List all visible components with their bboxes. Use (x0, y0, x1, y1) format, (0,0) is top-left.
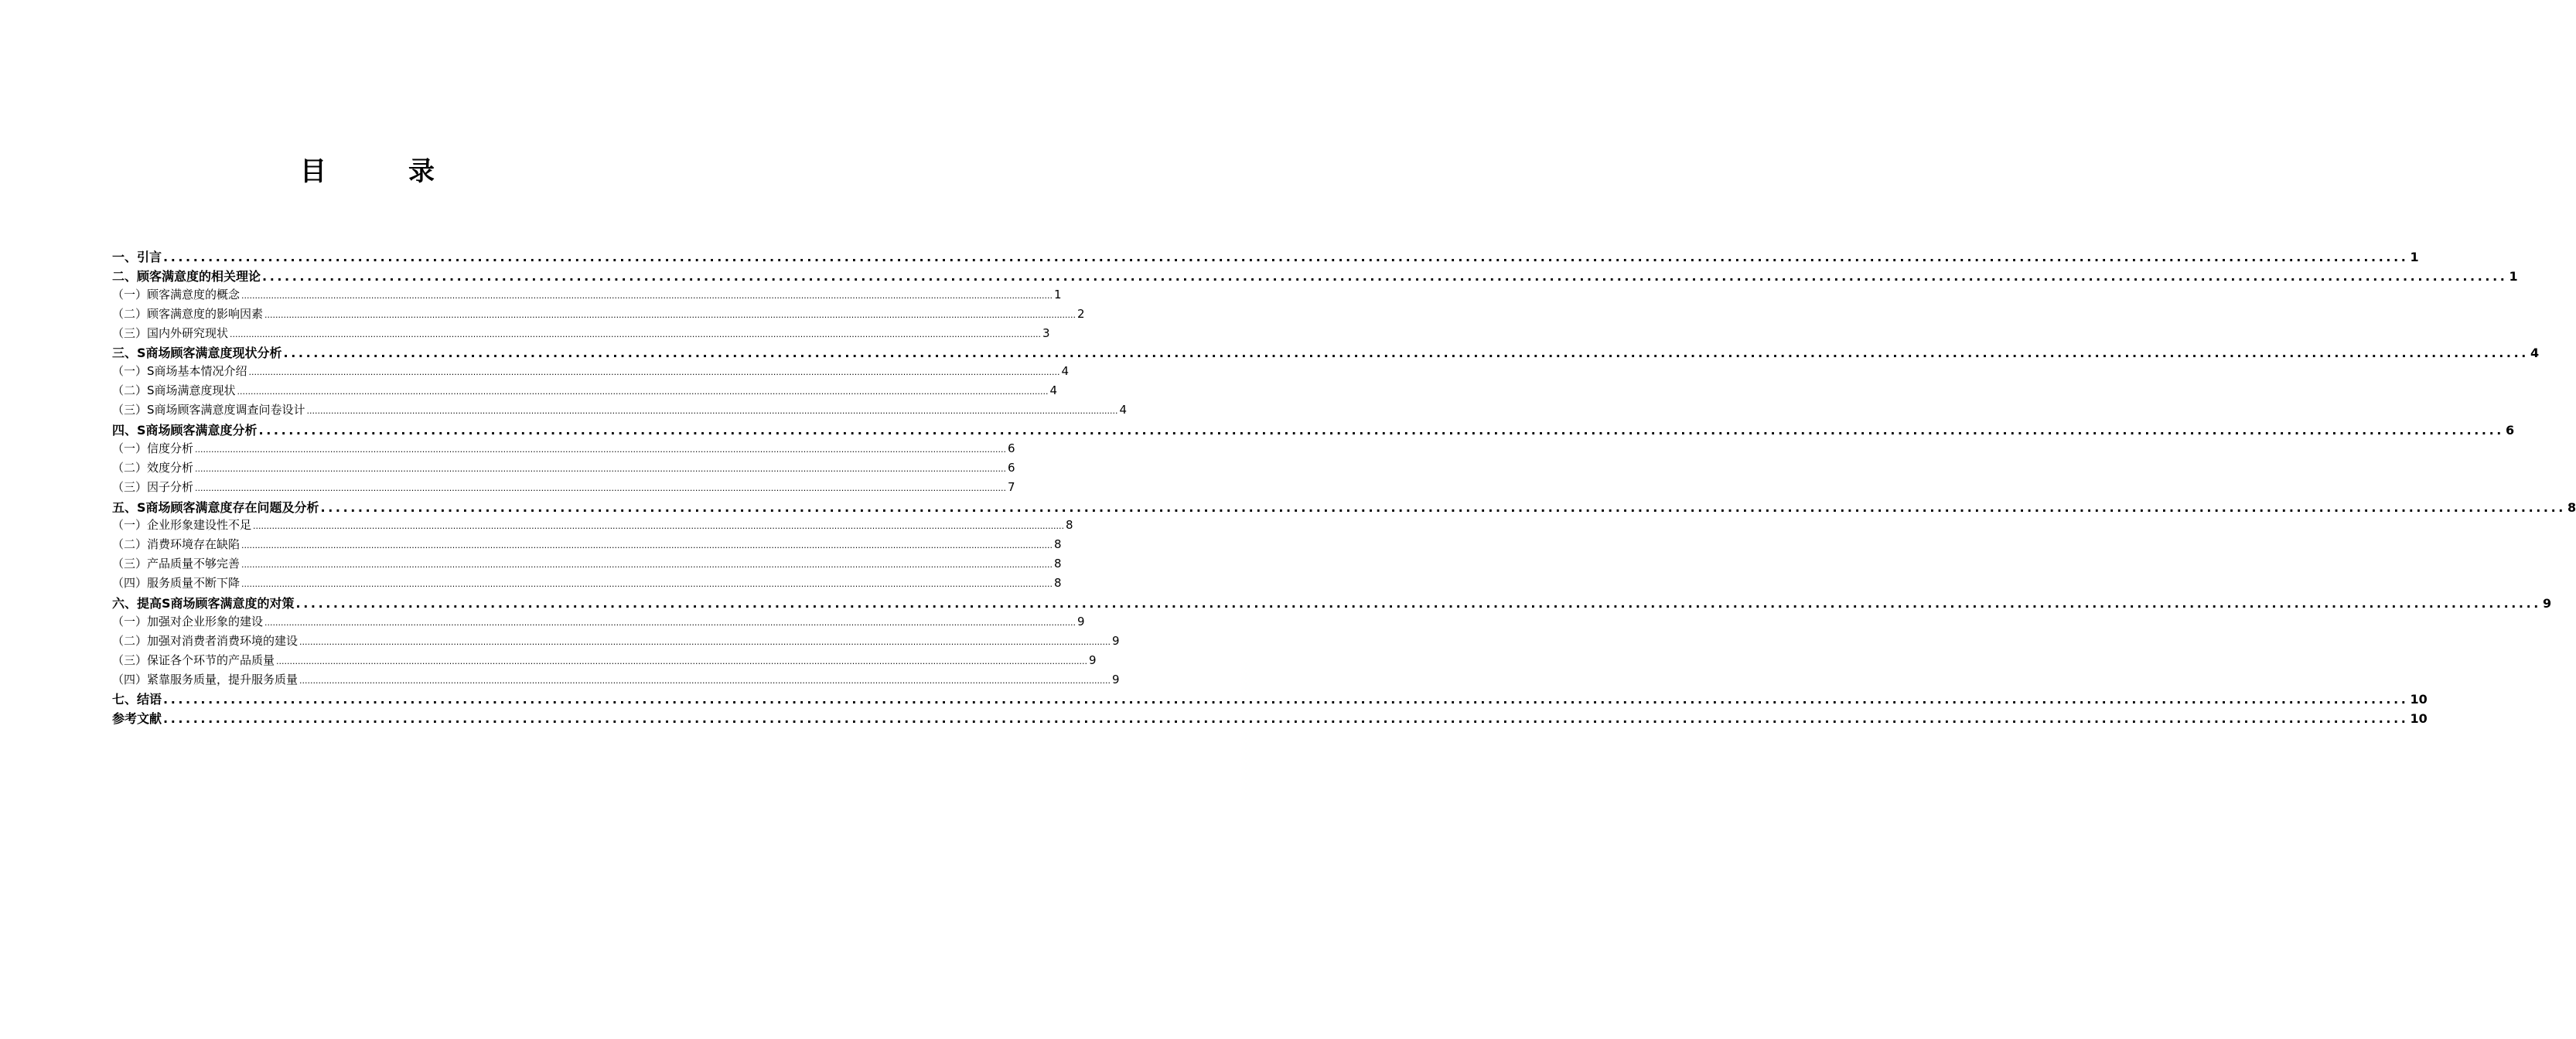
toc-section-entry[interactable] (112, 613, 1085, 632)
toc-chapter-entry[interactable] (112, 421, 2515, 440)
toc-dot-leader: ............................................................................................................................................................................................................................................................................................................ (195, 444, 1006, 455)
toc-dot-leader: ............................................................................................................................................................................................................................................................................................................ (248, 367, 1060, 378)
toc-dot-leader: ............................................................................................................................................................................................................................................................................................................ (241, 560, 1053, 571)
toc-dot-leader: ............................................................................................................................................................................................................................................................................................................ (299, 636, 1111, 647)
toc-entry-label: 二、顾客满意度的相关理论 (112, 268, 261, 284)
toc-dot-leader: ............................................................................................................................................................................................................................................................................................................ (163, 711, 2409, 727)
toc-entry-label: （三）因子分析 (112, 479, 194, 494)
toc-entry-label: （四）紧靠服务质量，提升服务质量 (112, 672, 299, 686)
toc-entry-label: （二）效度分析 (112, 460, 194, 475)
toc-dot-leader: ............................................................................................................................................................................................................................................................................................................ (262, 268, 2508, 284)
toc-page-number: 1 (2509, 268, 2518, 284)
toc-entry-label: 一、引言 (112, 250, 162, 264)
toc-page-number: 9 (1077, 614, 1085, 629)
toc-page-number: 1 (1054, 287, 1062, 301)
toc-entry-label: （三）国内外研究现状 (112, 325, 229, 340)
toc-page-number: 2 (1077, 306, 1085, 321)
toc-entry-label: （二）消费环境存在缺陷 (112, 537, 241, 552)
toc-page-number: 4 (1061, 364, 1070, 379)
toc-section-entry[interactable] (112, 286, 1062, 305)
toc-dot-leader: ............................................................................................................................................................................................................................................................................................................ (258, 423, 2504, 438)
toc-page-number: 8 (1054, 557, 1062, 571)
toc-entry-label: 六、提高S商场顾客满意度的对策 (112, 596, 295, 611)
toc-dot-leader: ............................................................................................................................................................................................................................................................................................................ (241, 579, 1053, 590)
toc-entry-label: （三）保证各个环节的产品质量 (112, 652, 275, 667)
toc-dot-leader: ............................................................................................................................................................................................................................................................................................................ (253, 521, 1064, 532)
toc-chapter-entry[interactable] (112, 267, 2518, 286)
toc-chapter-entry[interactable] (112, 709, 2428, 728)
toc-dot-leader: ............................................................................................................................................................................................................................................................................................................ (276, 656, 1087, 666)
toc-chapter-entry[interactable] (112, 498, 2576, 517)
toc-dot-leader: ............................................................................................................................................................................................................................................................................................................ (295, 596, 2541, 611)
toc-section-entry[interactable] (112, 401, 1128, 421)
toc-page-number: 1 (2410, 250, 2419, 264)
toc-dot-leader: ............................................................................................................................................................................................................................................................................................................ (195, 463, 1006, 474)
toc-page-number: 9 (2542, 596, 2552, 611)
toc-page-number: 10 (2410, 711, 2428, 727)
toc-dot-leader: ............................................................................................................................................................................................................................................................................................................ (264, 617, 1076, 628)
toc-page-number: 8 (2567, 499, 2576, 515)
toc-dot-leader: ............................................................................................................................................................................................................................................................................................................ (237, 387, 1049, 397)
toc-page-number: 10 (2410, 692, 2428, 707)
toc-section-entry[interactable] (112, 325, 1050, 344)
toc-page-number: 8 (1066, 518, 1073, 533)
toc-section-entry[interactable] (112, 479, 1015, 498)
toc-dot-leader: ............................................................................................................................................................................................................................................................................................................ (241, 540, 1053, 551)
toc-section-entry[interactable] (112, 440, 1015, 459)
toc-entry-label: （一）加强对企业形象的建设 (112, 614, 264, 629)
toc-entry-label: 四、S商场顾客满意度分析 (112, 423, 258, 438)
toc-page-number: 4 (2530, 346, 2540, 361)
toc-chapter-entry[interactable] (112, 594, 2552, 613)
toc-section-entry[interactable] (112, 574, 1062, 594)
toc-entry-label: （二）加强对消费者消费环境的建设 (112, 633, 299, 648)
toc-page-number: 9 (1112, 633, 1120, 648)
toc-dot-leader: ............................................................................................................................................................................................................................................................................................................ (195, 482, 1006, 493)
toc-page-number: 7 (1008, 479, 1015, 494)
toc-section-entry[interactable] (112, 671, 1120, 690)
toc-dot-leader: ............................................................................................................................................................................................................................................................................................................ (241, 290, 1053, 301)
toc-dot-leader: ............................................................................................................................................................................................................................................................................................................ (264, 309, 1076, 320)
toc-section-entry[interactable] (112, 305, 1085, 325)
toc-dot-leader: ............................................................................................................................................................................................................................................................................................................ (320, 499, 2566, 515)
toc-page-number: 9 (1089, 652, 1097, 667)
toc-section-entry[interactable] (112, 652, 1097, 671)
toc-chapter-entry[interactable] (112, 690, 2428, 709)
toc-section-entry[interactable] (112, 632, 1120, 652)
toc-entry-label: （三）S商场顾客满意度调查问卷设计 (112, 403, 305, 417)
toc-dot-leader: ............................................................................................................................................................................................................................................................................................................ (299, 675, 1111, 686)
toc-chapter-entry[interactable] (112, 247, 2419, 267)
toc-page-number: 6 (1008, 441, 1015, 455)
toc-title: 目 录 (300, 156, 462, 187)
toc-section-entry[interactable] (112, 363, 1070, 382)
toc-entry-label: 七、结语 (112, 692, 162, 707)
toc-section-entry[interactable] (112, 536, 1062, 555)
toc-entry-label: （一）信度分析 (112, 441, 194, 455)
toc-entry-label: （一）企业形象建设性不足 (112, 518, 252, 533)
toc-section-entry[interactable] (112, 459, 1015, 479)
toc-page-number: 4 (1119, 403, 1128, 417)
toc-entry-label: （二）顾客满意度的影响因素 (112, 306, 264, 321)
toc-entry-label: （三）产品质量不够完善 (112, 557, 241, 571)
toc-entry-label: （一）S商场基本情况介绍 (112, 364, 247, 379)
toc-page-number: 8 (1054, 576, 1062, 591)
toc-dot-leader: ............................................................................................................................................................................................................................................................................................................ (306, 406, 1118, 417)
toc-page-number: 8 (1054, 537, 1062, 552)
toc-section-entry[interactable] (112, 382, 1058, 401)
table-of-contents (112, 247, 2576, 728)
toc-entry-label: （一）顾客满意度的概念 (112, 287, 241, 301)
toc-section-entry[interactable] (112, 555, 1062, 574)
toc-dot-leader: ............................................................................................................................................................................................................................................................................................................ (230, 329, 1041, 339)
toc-page-number: 3 (1042, 325, 1050, 340)
toc-section-entry[interactable] (112, 516, 1073, 536)
toc-entry-label: （四）服务质量不断下降 (112, 576, 241, 591)
toc-page-number: 6 (1008, 460, 1015, 475)
toc-dot-leader: ............................................................................................................................................................................................................................................................................................................ (163, 692, 2409, 707)
toc-dot-leader: ............................................................................................................................................................................................................................................................................................................ (283, 346, 2529, 361)
toc-dot-leader: ............................................................................................................................................................................................................................................................................................................ (163, 250, 2409, 264)
toc-entry-label: （二）S商场满意度现状 (112, 383, 236, 398)
toc-entry-label: 参考文献 (112, 711, 162, 727)
toc-entry-label: 五、S商场顾客满意度存在问题及分析 (112, 499, 319, 515)
toc-page-number: 4 (1049, 383, 1058, 398)
toc-page-number: 6 (2505, 423, 2515, 438)
toc-entry-label: 三、S商场顾客满意度现状分析 (112, 346, 282, 361)
toc-chapter-entry[interactable] (112, 343, 2540, 363)
toc-page-number: 9 (1112, 672, 1120, 686)
